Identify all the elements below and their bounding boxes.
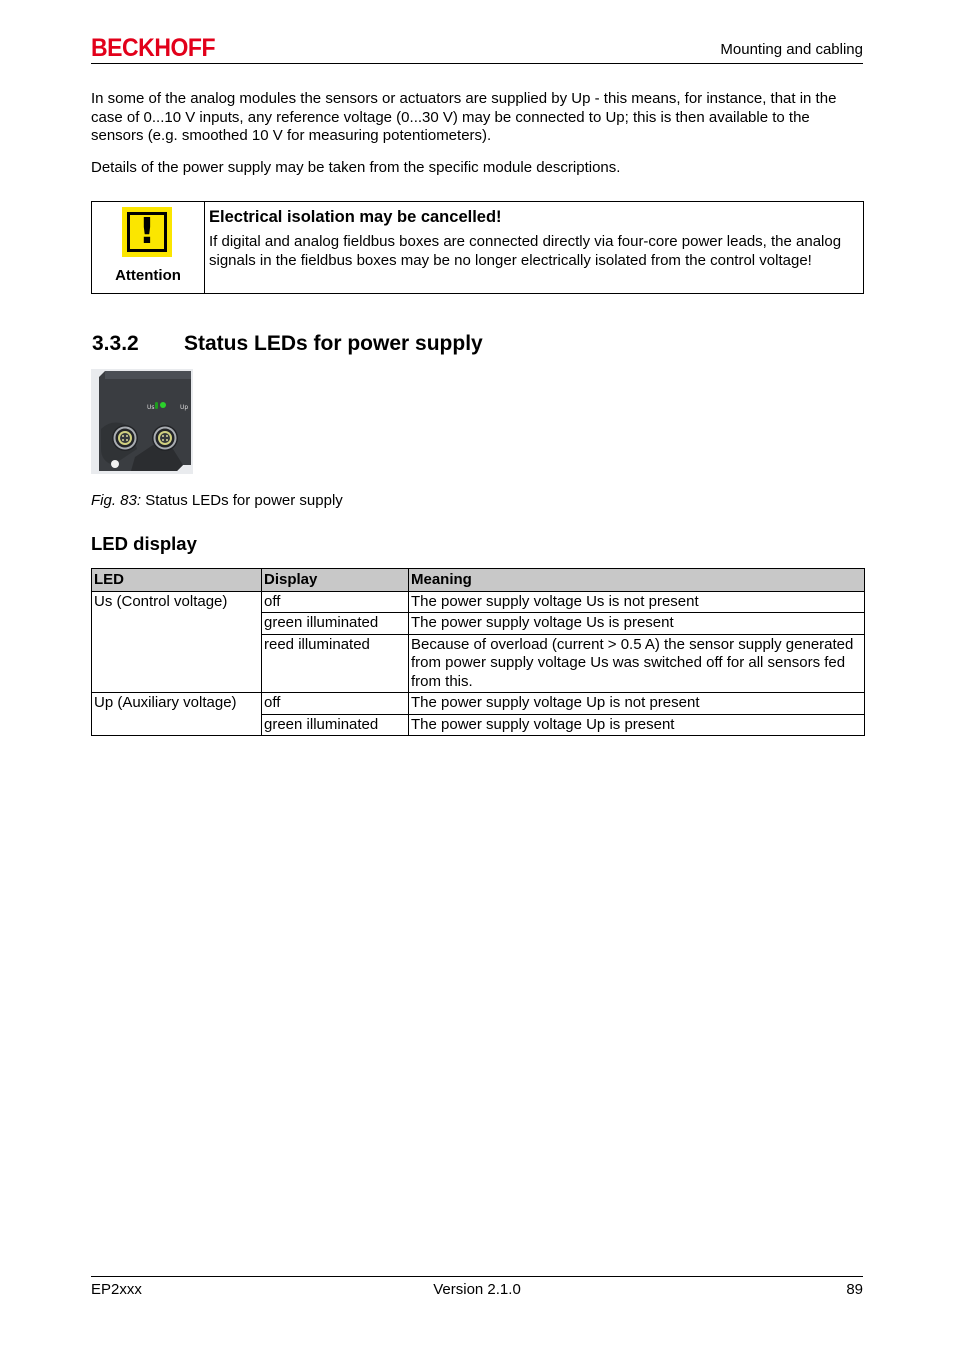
attention-icon-cell [92, 202, 205, 293]
meaning-cell: The power supply voltage Up is present [409, 714, 865, 736]
intro-paragraph-1 [91, 90, 863, 146]
column-header-meaning: Meaning [409, 569, 865, 592]
display-cell: off [262, 693, 409, 715]
device-figure [91, 369, 193, 474]
exclamation-warning-icon: ! [122, 207, 172, 257]
figure-number: Fig. 83: [91, 492, 142, 509]
intro-text-2: Details of the power supply may be taken from the specific module descriptions. [91, 159, 621, 176]
header-section-title: Mounting and cabling [720, 41, 863, 58]
attention-text: If digital and analog fieldbus boxes are connected directly via four-core power leads, the analog signals in the fieldbus boxes may be no longer electrically isolated from the control voltage! [209, 233, 842, 269]
meaning-cell: The power supply voltage Us is present [409, 613, 865, 635]
attention-label: Attention [115, 267, 181, 284]
meaning-cell: The power supply voltage Us is not present [409, 591, 865, 613]
figure-caption [91, 492, 343, 510]
footer-rule [91, 1276, 863, 1277]
column-header-display: Display [262, 569, 409, 592]
display-cell: green illuminated [262, 714, 409, 736]
led-label-us: Us [147, 404, 155, 411]
table-row [92, 591, 865, 613]
header-rule [91, 63, 863, 64]
led-label-up: Up [180, 404, 189, 411]
meaning-cell: The power supply voltage Up is not present [409, 693, 865, 715]
column-header-led: LED [92, 569, 262, 592]
section-number: 3.3.2 [92, 332, 139, 355]
display-cell: off [262, 591, 409, 613]
beckhoff-logo: BECKHOFF [91, 34, 216, 62]
attention-box [91, 201, 864, 294]
led-status-table [91, 568, 865, 736]
figure-caption-text: Status LEDs for power supply [141, 492, 343, 509]
led-display-heading: LED display [91, 533, 197, 554]
attention-title: Electrical isolation may be cancelled! [209, 208, 502, 226]
footer-version: Version 2.1.0 [433, 1281, 521, 1298]
led-cell-up: Up (Auxiliary voltage) [92, 693, 262, 736]
table-header-row [92, 569, 865, 592]
page-number: 89 [846, 1281, 863, 1298]
section-title: Status LEDs for power supply [184, 332, 483, 355]
display-cell: green illuminated [262, 613, 409, 635]
table-row [92, 693, 865, 715]
intro-paragraph-2 [91, 159, 863, 178]
intro-text-1: In some of the analog modules the sensors or actuators are supplied by Up - this means, for instance, that in the case of 0...10 V inputs, any reference voltage (0...30 V) may be connected to Up; this is then available to the sensors (e.g. smoothed 10 V for measuring potentiometers). [91, 90, 837, 144]
led-cell-us: Us (Control voltage) [92, 591, 262, 693]
display-cell: reed illuminated [262, 634, 409, 693]
footer-product: EP2xxx [91, 1281, 142, 1298]
meaning-cell: Because of overload (current > 0.5 A) the sensor supply generated from power supply voltage Us was switched off for all sensors fed from this. [409, 634, 865, 693]
